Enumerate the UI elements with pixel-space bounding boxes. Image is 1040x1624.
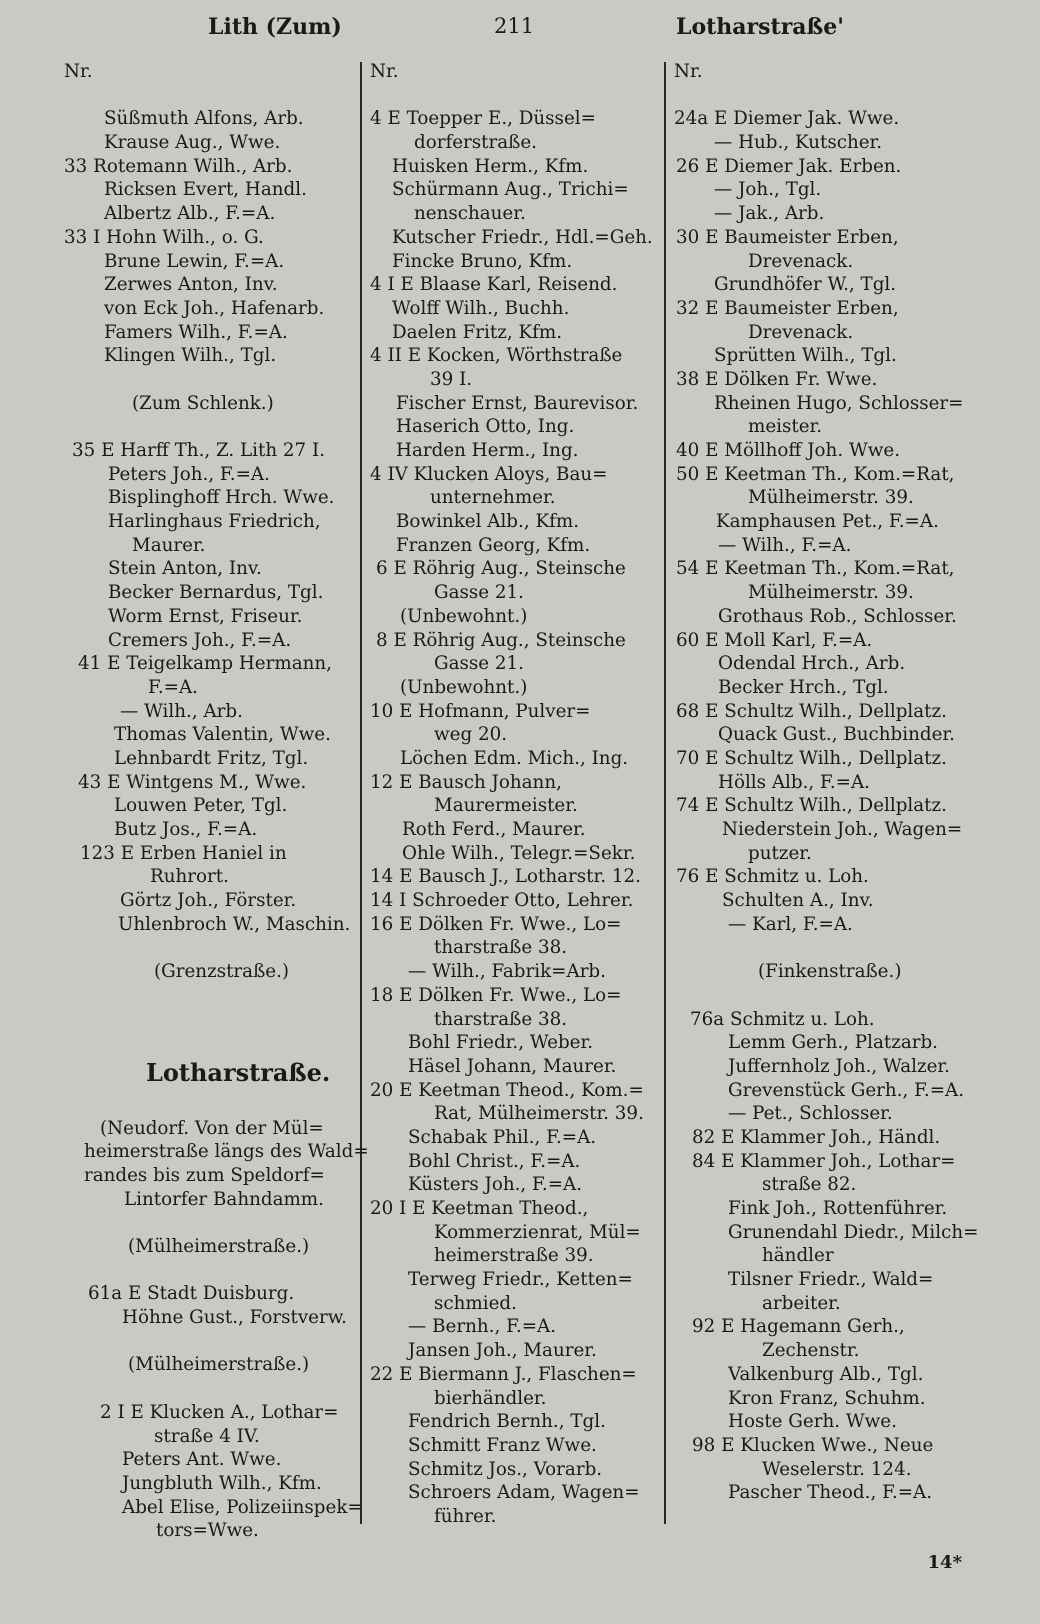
directory-line: Becker Hrch., Tgl. — [718, 676, 889, 698]
directory-line: Nr. — [370, 61, 399, 82]
directory-line: führer. — [434, 1505, 497, 1527]
directory-line: 68 E Schultz Wilh., Dellplatz. — [676, 700, 947, 722]
directory-line: nenschauer. — [414, 203, 526, 225]
directory-line: heimerstraße 39. — [434, 1245, 594, 1267]
column-right — [672, 60, 992, 1505]
directory-line: Fischer Ernst, Baurevisor. — [396, 392, 639, 414]
directory-line: händler — [762, 1245, 834, 1267]
directory-line: 35 E Harff Th., Z. Lith 27 I. — [72, 440, 326, 461]
directory-line — [672, 84, 992, 108]
directory-line: Peters Ant. Wwe. — [122, 1449, 282, 1471]
directory-line: 14 E Bausch J., Lotharstr. 12. — [370, 866, 641, 888]
directory-line: Becker Bernardus, Tgl. — [108, 582, 324, 604]
directory-line: von Eck Joh., Hafenarb. — [104, 297, 325, 319]
directory-line: Grothaus Rob., Schlosser. — [718, 605, 957, 627]
directory-line: 4 E Toepper E., Düssel= — [370, 108, 596, 130]
directory-line: 50 E Keetman Th., Kom.=Rat, — [676, 463, 955, 485]
directory-line: Grundhöfer W., Tgl. — [714, 274, 897, 296]
directory-line: Odendal Hrch., Arb. — [718, 653, 906, 675]
directory-line: Louwen Peter, Tgl. — [114, 795, 288, 817]
directory-line: — Hub., Kutscher. — [714, 132, 883, 154]
directory-line: 32 E Baumeister Erben, — [676, 297, 899, 319]
column-left — [64, 60, 369, 1543]
directory-line: 14 I Schroeder Otto, Lehrer. — [370, 890, 634, 912]
directory-line: Hoste Gerh. Wwe. — [728, 1411, 897, 1433]
signature-mark: 14* — [927, 1552, 962, 1573]
directory-line: — Joh., Tgl. — [714, 179, 822, 201]
directory-line: tharstraße 38. — [434, 937, 568, 959]
directory-line: Süßmuth Alfons, Arb. — [104, 108, 304, 130]
directory-line: Pascher Theod., F.=A. — [728, 1482, 933, 1504]
directory-line: (Mülheimerstraße.) — [128, 1236, 310, 1257]
directory-line: Grevenstück Gerh., F.=A. — [728, 1079, 965, 1101]
directory-line: — Wilh., F.=A. — [718, 534, 852, 556]
directory-line: 18 E Dölken Fr. Wwe., Lo= — [370, 984, 622, 1006]
directory-line: 4 IV Klucken Aloys, Bau= — [370, 463, 608, 485]
directory-line: Krause Aug., Wwe. — [104, 132, 281, 154]
directory-line: Kron Franz, Schuhm. — [728, 1387, 926, 1409]
directory-line: Worm Ernst, Friseur. — [108, 605, 303, 627]
directory-line: Peters Joh., F.=A. — [108, 463, 270, 485]
directory-line: Maurermeister. — [434, 795, 578, 817]
directory-line: 4 I E Blaase Karl, Reisend. — [370, 274, 618, 296]
directory-line — [64, 84, 364, 108]
directory-line: 33 I Hohn Wilh., o. G. — [64, 226, 264, 248]
directory-line: 39 I. — [430, 368, 473, 390]
directory-line: Fink Joh., Rottenführer. — [728, 1198, 948, 1219]
directory-line: putzer. — [748, 842, 812, 864]
directory-line: Abel Elise, Polizeiinspek= — [122, 1496, 363, 1518]
directory-line: Brune Lewin, F.=A. — [104, 250, 285, 272]
directory-line: Harlinghaus Friedrich, — [108, 511, 321, 533]
directory-line: Häsel Johann, Maurer. — [408, 1055, 617, 1077]
directory-line: Schürmann Aug., Trichi= — [392, 179, 629, 201]
directory-line: Ruhrort. — [150, 866, 229, 888]
directory-line: 38 E Dölken Fr. Wwe. — [676, 368, 878, 390]
directory-line: Löchen Edm. Mich., Ing. — [400, 747, 629, 769]
directory-line — [64, 1093, 364, 1117]
directory-line: Kutscher Friedr., Hdl.=Geh. — [392, 226, 653, 248]
directory-line: Tilsner Friedr., Wald= — [728, 1269, 934, 1291]
directory-line: unternehmer. — [430, 487, 556, 509]
directory-line: (Grenzstraße.) — [154, 961, 290, 983]
directory-line: Höhne Gust., Forstverw. — [122, 1307, 347, 1329]
directory-line: — Wilh., Arb. — [120, 700, 243, 722]
directory-line: — Wilh., Fabrik=Arb. — [408, 961, 606, 983]
directory-line: Thomas Valentin, Wwe. — [114, 724, 331, 746]
directory-line: Nr. — [64, 61, 93, 82]
directory-line: meister. — [748, 416, 823, 438]
directory-line: Fincke Bruno, Kfm. — [392, 250, 573, 272]
directory-line: 61a E Stadt Duisburg. — [88, 1283, 295, 1305]
directory-line: 20 E Keetman Theod., Kom.= — [370, 1079, 644, 1101]
directory-line: Fendrich Bernh., Tgl. — [408, 1411, 606, 1433]
directory-line: — Karl, F.=A. — [728, 913, 853, 935]
directory-line: Drevenack. — [748, 321, 854, 343]
directory-line: (Mülheimerstraße.) — [128, 1354, 310, 1376]
directory-line: 2 I E Klucken A., Lothar= — [100, 1401, 339, 1423]
directory-line: Famers Wilh., F.=A. — [104, 321, 288, 343]
directory-line: Zechenstr. — [762, 1340, 860, 1362]
directory-line: 82 E Klammer Joh., Händl. — [692, 1126, 941, 1148]
directory-line: F.=A. — [148, 676, 198, 698]
directory-line: Schulten A., Inv. — [722, 890, 874, 912]
directory-line: Weselerstr. 124. — [762, 1458, 912, 1480]
directory-line: Görtz Joh., Förster. — [120, 890, 297, 912]
directory-line: Gasse 21. — [434, 653, 524, 675]
directory-line: Franzen Georg, Kfm. — [396, 534, 591, 556]
directory-line: — Pet., Schlosser. — [728, 1103, 893, 1125]
directory-line: 84 E Klammer Joh., Lothar= — [692, 1150, 956, 1172]
directory-line: Nr. — [674, 61, 703, 82]
directory-line: Bisplinghoff Hrch. Wwe. — [108, 487, 335, 509]
directory-line — [64, 1211, 364, 1235]
directory-line: bierhändler. — [434, 1387, 547, 1409]
directory-line — [64, 1031, 364, 1055]
directory-line: Niederstein Joh., Wagen= — [722, 819, 963, 840]
directory-line: 6 E Röhrig Aug., Steinsche — [376, 558, 626, 580]
directory-line: 10 E Hofmann, Pulver= — [370, 700, 591, 722]
directory-line: 24a E Diemer Jak. Wwe. — [674, 108, 900, 130]
directory-line: Lotharstraße. — [146, 1057, 331, 1087]
directory-line: 54 E Keetman Th., Kom.=Rat, — [676, 558, 955, 580]
directory-line: Wolff Wilh., Buchh. — [392, 297, 570, 319]
directory-line: Gasse 21. — [434, 582, 524, 604]
directory-line: Jungbluth Wilh., Kfm. — [122, 1472, 322, 1494]
directory-line: Ohle Wilh., Telegr.=Sekr. — [402, 842, 636, 864]
directory-line: heimerstraße längs des Wald= — [84, 1141, 369, 1163]
directory-line: 92 E Hagemann Gerh., — [692, 1316, 905, 1338]
directory-line — [64, 415, 364, 439]
directory-line: Lemm Gerh., Platzarb. — [728, 1032, 938, 1054]
directory-line: tors=Wwe. — [156, 1520, 259, 1542]
directory-line: Juffernholz Joh., Walzer. — [728, 1055, 950, 1077]
directory-line: (Neudorf. Von der Mül= — [100, 1117, 324, 1139]
directory-line: Cremers Joh., F.=A. — [108, 629, 292, 651]
directory-line: 8 E Röhrig Aug., Steinsche — [376, 629, 626, 651]
directory-line: tharstraße 38. — [434, 1008, 568, 1030]
directory-line: 98 E Klucken Wwe., Neue — [692, 1434, 934, 1456]
directory-line: Rat, Mülheimerstr. 39. — [434, 1103, 644, 1125]
directory-line: (Unbewohnt.) — [400, 676, 528, 698]
directory-line: Lehnbardt Fritz, Tgl. — [114, 747, 309, 769]
directory-line: Mülheimerstr. 39. — [748, 487, 914, 509]
directory-line: Albertz Alb., F.=A. — [104, 203, 276, 225]
directory-line: Ricksen Evert, Handl. — [104, 179, 307, 201]
directory-line: Haserich Otto, Ing. — [396, 416, 575, 438]
directory-line: 16 E Dölken Fr. Wwe., Lo= — [370, 913, 622, 935]
directory-line: 123 E Erben Haniel in — [80, 842, 287, 864]
directory-line: — Jak., Arb. — [714, 203, 825, 225]
directory-line — [672, 984, 992, 1008]
directory-line: weg 20. — [434, 724, 508, 746]
directory-line: 74 E Schultz Wilh., Dellplatz. — [676, 795, 947, 817]
directory-line: 20 I E Keetman Theod., — [370, 1198, 589, 1219]
directory-line: Schabak Phil., F.=A. — [408, 1126, 597, 1148]
directory-line: 33 Rotemann Wilh., Arb. — [64, 155, 293, 177]
directory-line: Daelen Fritz, Kfm. — [392, 321, 563, 343]
directory-line: 4 II E Kocken, Wörthstraße — [370, 345, 623, 367]
directory-line: Zerwes Anton, Inv. — [104, 274, 278, 296]
directory-line: Harden Herm., Ing. — [396, 440, 579, 461]
directory-line — [64, 368, 364, 392]
directory-line: Roth Ferd., Maurer. — [402, 819, 586, 840]
directory-line: Schmitt Franz Wwe. — [408, 1434, 597, 1456]
directory-line: Bowinkel Alb., Kfm. — [396, 511, 580, 533]
directory-line — [64, 1259, 364, 1283]
directory-line: 22 E Biermann J., Flaschen= — [370, 1363, 637, 1385]
directory-line: (Zum Schlenk.) — [132, 392, 274, 414]
directory-line: 41 E Teigelkamp Hermann, — [78, 653, 332, 675]
directory-line — [64, 936, 364, 960]
directory-line: straße 4 IV. — [154, 1425, 260, 1447]
directory-line: 30 E Baumeister Erben, — [676, 226, 899, 248]
directory-line: 76 E Schmitz u. Loh. — [676, 866, 869, 888]
directory-line: schmied. — [434, 1292, 517, 1314]
directory-line: Butz Jos., F.=A. — [114, 819, 258, 840]
directory-line: Uhlenbroch W., Maschin. — [118, 913, 351, 935]
directory-line: (Finkenstraße.) — [758, 961, 902, 983]
directory-line: Bohl Friedr., Weber. — [408, 1032, 594, 1054]
directory-line: randes bis zum Speldorf= — [84, 1164, 325, 1186]
directory-line: Mülheimerstr. 39. — [748, 582, 914, 604]
directory-line: Rheinen Hugo, Schlosser= — [714, 392, 964, 414]
directory-line: straße 82. — [762, 1174, 857, 1196]
column-middle — [370, 60, 670, 1529]
directory-line: 40 E Möllhoff Joh. Wwe. — [676, 440, 901, 461]
directory-line: Grunendahl Diedr., Milch= — [728, 1221, 979, 1243]
directory-line: Terweg Friedr., Ketten= — [408, 1269, 633, 1291]
directory-line: Schmitz Jos., Vorarb. — [408, 1458, 603, 1480]
page-number: 211 — [494, 14, 535, 38]
running-header-left: Lith (Zum) — [208, 14, 342, 40]
directory-line: 43 E Wintgens M., Wwe. — [78, 771, 307, 793]
directory-line: Quack Gust., Buchbinder. — [718, 724, 955, 746]
directory-line: Valkenburg Alb., Tgl. — [728, 1363, 924, 1385]
directory-line: (Unbewohnt.) — [400, 605, 528, 627]
directory-line: 70 E Schultz Wilh., Dellplatz. — [676, 747, 947, 769]
directory-line: Klingen Wilh., Tgl. — [104, 345, 277, 367]
directory-line: Schroers Adam, Wagen= — [408, 1482, 640, 1504]
directory-line: 26 E Diemer Jak. Erben. — [676, 155, 902, 177]
directory-line: 12 E Bausch Johann, — [370, 771, 562, 793]
directory-line: Drevenack. — [748, 250, 854, 272]
directory-line: Kamphausen Pet., F.=A. — [716, 511, 939, 533]
directory-line: Kommerzienrat, Mül= — [434, 1221, 641, 1243]
directory-line: 76a Schmitz u. Loh. — [690, 1008, 875, 1030]
directory-line: Bohl Christ., F.=A. — [408, 1150, 581, 1172]
directory-line: Stein Anton, Inv. — [108, 558, 262, 580]
directory-line: — Bernh., F.=A. — [408, 1316, 557, 1338]
running-header-right: Lotharstraße' — [676, 14, 844, 40]
directory-line: Hölls Alb., F.=A. — [718, 771, 870, 793]
directory-line — [64, 1377, 364, 1401]
directory-line: arbeiter. — [762, 1292, 841, 1314]
directory-line — [672, 936, 992, 960]
directory-line: Sprütten Wilh., Tgl. — [714, 345, 897, 367]
directory-line — [64, 1008, 364, 1032]
directory-line: 60 E Moll Karl, F.=A. — [676, 629, 873, 651]
directory-line: Huisken Herm., Kfm. — [392, 155, 589, 177]
directory-line: Maurer. — [132, 534, 206, 556]
directory-line — [64, 984, 364, 1008]
directory-line — [64, 1330, 364, 1354]
directory-line: Jansen Joh., Maurer. — [408, 1340, 597, 1362]
directory-line: Küsters Joh., F.=A. — [408, 1174, 583, 1196]
directory-line: dorferstraße. — [414, 132, 537, 154]
directory-line — [370, 84, 670, 108]
directory-line: Lintorfer Bahndamm. — [124, 1188, 324, 1210]
